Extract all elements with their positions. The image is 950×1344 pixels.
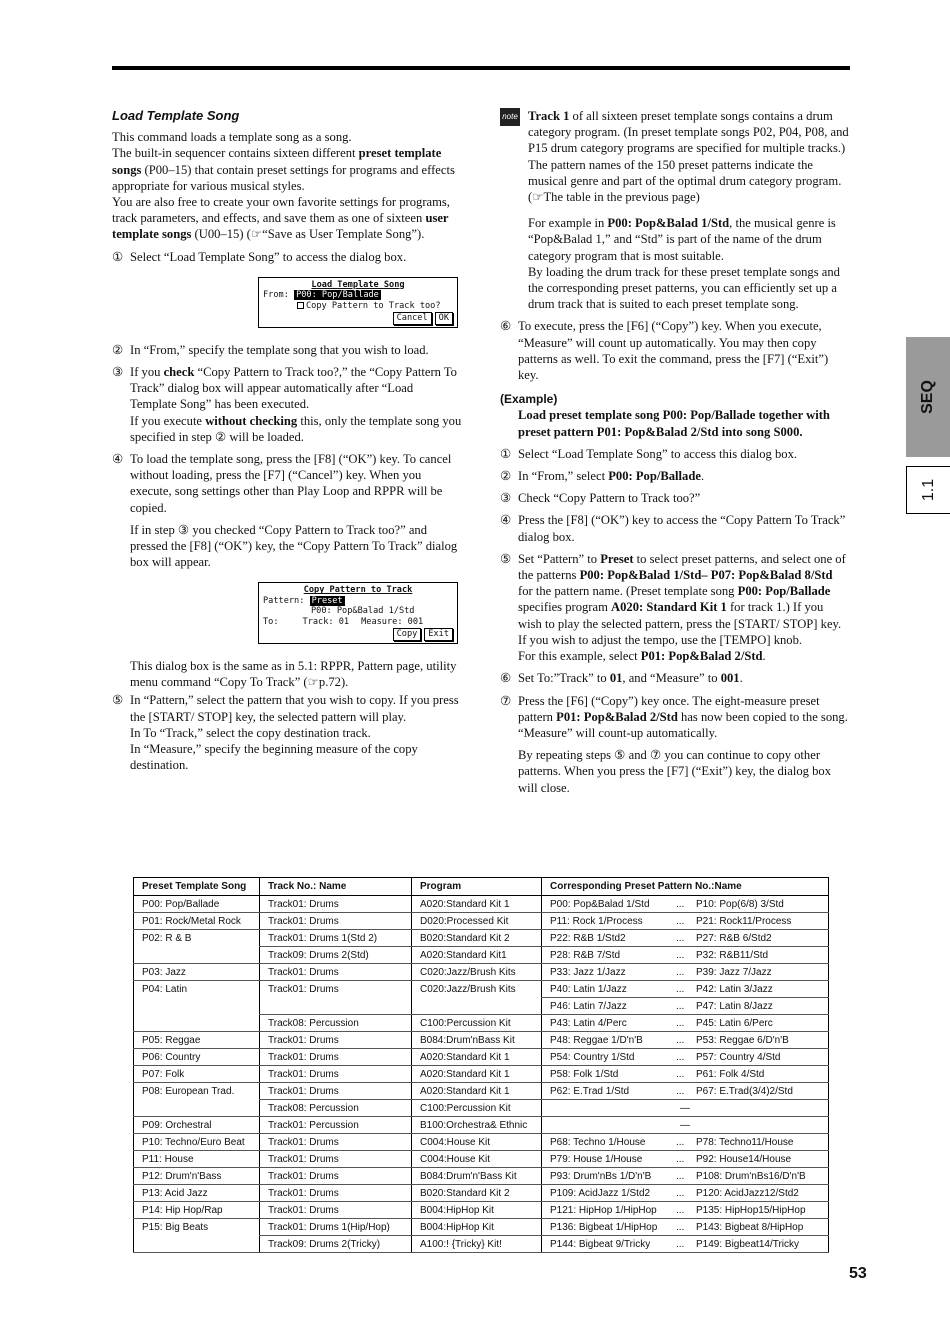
table-cell-song [134, 1015, 260, 1032]
table-row [134, 1134, 829, 1151]
pattern-start: P68: Techno 1/House [550, 1136, 646, 1148]
example-step-2: ② In “From,” select P00: Pop/Ballade. [500, 469, 705, 484]
table-cell-track: Track01: Drums [260, 913, 412, 930]
to-row: To: Track: 01 Measure: 001 [263, 616, 424, 627]
step-4-extra: If in step ③ you checked “Copy Pattern to Track too?” and pressed the [F8] (“OK”) key, the “Copy Pattern To Track” dialog box will appear. [130, 522, 458, 570]
table-cell-song: P12: Drum'n'Bass [134, 1168, 260, 1185]
pattern-end: P120: AcidJazz12/Std2 [696, 1187, 799, 1199]
pattern-start: P121: HipHop 1/HipHop [550, 1204, 657, 1216]
table-cell-pattern [542, 1185, 829, 1202]
table-row [134, 964, 829, 981]
pattern-range-dots: ... [676, 1238, 685, 1250]
pattern-value[interactable]: Preset [311, 595, 343, 606]
table-cell-pattern [542, 947, 829, 964]
table-cell-program: B084:Drum'n'Bass Kit [412, 1168, 542, 1185]
table-cell-program: C020:Jazz/Brush Kits [412, 964, 542, 981]
table-cell-track: Track01: Drums [260, 1066, 412, 1083]
example-title: (Example) [500, 392, 558, 407]
table-row [134, 913, 829, 930]
table-cell-song: P09: Orchestral [134, 1117, 260, 1134]
right-column [500, 108, 850, 796]
table-cell-program: C004:House Kit [412, 1151, 542, 1168]
pattern-start: P28: R&B 7/Std [550, 949, 621, 961]
pattern-range-dots: ... [676, 932, 685, 944]
ok-button[interactable]: OK [435, 312, 453, 325]
pattern-start: P00: Pop&Balad 1/Std [550, 898, 650, 910]
pattern-range-dots: ... [676, 898, 685, 910]
example-step-5: ⑤ Set “Pattern” to Preset to select preset patterns, and select one of the patterns P00: Pop&Balad 1/Std– P07: Pop&Balad 8/Std for the pattern name. (Preset template song P00: Pop/Ballade specifies program A020: Standard Kit 1 for track 1.) If you wish to play the selected pattern, press the [START/ STOP] key. If you wish to adjust the tempo, use the [TEMPO] knob. For this example, select P01: Pop&Balad 2/Std. [500, 551, 846, 664]
step-2: ② In “From,” specify the template song that you wish to load. [112, 342, 429, 357]
step-5: ⑤ In “Pattern,” select the pattern that you wish to copy. If you press the [START/ STOP] key, the selected pattern will play. In To “Track,” select the copy destination track. In “Measure,” specify the beginning measure of the copy destination. [112, 693, 459, 773]
example-step-6: ⑥ Set To:”Track” to 01, and “Measure” to 001. [500, 671, 743, 686]
preset-template-table [133, 877, 829, 1253]
dialog-title: Copy Pattern to Track [303, 585, 413, 596]
copy-pattern-checkbox-row[interactable]: Copy Pattern to Track too? [263, 301, 453, 312]
table-cell-program: A020:Standard Kit 1 [412, 1083, 542, 1100]
table-row [134, 1151, 829, 1168]
table-cell-program: B004:HipHop Kit [412, 1219, 542, 1236]
table-row [134, 1083, 829, 1100]
pattern-end: P149: Bigbeat14/Tricky [696, 1238, 800, 1250]
exit-button[interactable]: Exit [424, 628, 453, 641]
table-cell-song [134, 998, 260, 1015]
table-cell-pattern [542, 1219, 829, 1236]
table-cell-track: Track01: Drums [260, 1151, 412, 1168]
table-cell-song: P07: Folk [134, 1066, 260, 1083]
pattern-end: P61: Folk 4/Std [696, 1068, 765, 1080]
table-cell-program: C100:Percussion Kit [412, 1015, 542, 1032]
pattern-range-dots: ... [676, 1051, 685, 1063]
table-cell-program: C020:Jazz/Brush Kits [412, 981, 542, 998]
table-cell-song: P11: House [134, 1151, 260, 1168]
dialog-title: Load Template Song [311, 279, 405, 290]
table-cell-song: P14: Hip Hop/Rap [134, 1202, 260, 1219]
pattern-end: P67: E.Trad(3/4)2/Std [696, 1085, 793, 1097]
pattern-end: P47: Latin 8/Jazz [696, 1000, 773, 1012]
table-cell-track: Track08: Percussion [260, 1100, 412, 1117]
pattern-end: P92: House14/House [696, 1153, 792, 1165]
pattern-start: P62: E.Trad 1/Std [550, 1085, 630, 1097]
col-header: Preset Template Song [134, 878, 260, 896]
pattern-range-dots: ... [676, 1153, 685, 1165]
top-rule [112, 66, 850, 70]
table-cell-song: P10: Techno/Euro Beat [134, 1134, 260, 1151]
table-cell-pattern [542, 1049, 829, 1066]
table-cell-program: B004:HipHop Kit [412, 1202, 542, 1219]
pattern-end: P135: HipHop15/HipHop [696, 1204, 806, 1216]
pattern-end: P39: Jazz 7/Jazz [696, 966, 772, 978]
pattern-range-dots: ... [676, 983, 685, 995]
pattern-end: P10: Pop(6/8) 3/Std [696, 898, 784, 910]
table-cell-program: C004:House Kit [412, 1134, 542, 1151]
pattern-end: P53: Reggae 6/D'n'B [696, 1034, 789, 1046]
pattern-range-dots: ... [676, 1187, 685, 1199]
pattern-start: P144: Bigbeat 9/Tricky [550, 1238, 651, 1250]
pattern-end: P42: Latin 3/Jazz [696, 983, 773, 995]
intro-line-1: This command loads a template song as a song. [112, 130, 352, 145]
table-row [134, 1202, 829, 1219]
table-cell-track: Track01: Drums [260, 1168, 412, 1185]
table-row [134, 1185, 829, 1202]
table-cell-program: A020:Standard Kit 1 [412, 1066, 542, 1083]
measure-field[interactable]: Measure: 001 [361, 616, 424, 627]
table-cell-pattern [542, 1202, 829, 1219]
table-cell-track: Track09: Drums 2(Std) [260, 947, 412, 964]
table-cell-pattern [542, 981, 829, 998]
table-row [134, 981, 829, 998]
pattern-range-dots: ... [676, 1085, 685, 1097]
note-block: note Track 1 of all sixteen preset template songs contains a drum category program. (In preset template songs P02, P04, P08, and P15 drum category programs are specified for multiple tracks.) The pattern names of the 150 preset patterns indicate the musical genre and part of the optimal drum category program. (☞The table in the previous page) For example in P00: Pop&Balad 1/Std, the musical genre is “Pop&Balad 1,” and “Std” is part of the name of the drum category program that is most suitable. By loading the drum track for these preset template songs and the corresponding preset patterns, you can efficiently set up a drum track that is suited to each preset template song. [500, 108, 850, 312]
table-cell-song: P15: Big Beats [134, 1219, 260, 1236]
pattern-range-dots: ... [676, 966, 685, 978]
table-cell-pattern [542, 1117, 829, 1134]
copy-button[interactable]: Copy [393, 628, 422, 641]
step-3: ③ If you check “Copy Pattern to Track too?,” the “Copy Pattern To Track” dialog box will appear automatically after “Load Template Song” has been executed. If you execute without checking this, only the template song you specified in step ② will be loaded. [112, 365, 462, 444]
example-step-7-extra: By repeating steps ⑤ and ⑦ you can continue to copy other patterns. When you press the [F7] (“Exit”) key, the dialog box will close. [518, 748, 832, 795]
pattern-start: P48: Reggae 1/D'n'B [550, 1034, 643, 1046]
table-row [134, 998, 829, 1015]
pattern-end: P143: Bigbeat 8/HipHop [696, 1221, 804, 1233]
intro-paragraph-2: The built-in sequencer contains sixteen different preset template songs (P00–15) that contain preset settings for programs and effects appropriate for various musical styles. [112, 146, 455, 193]
pattern-start: P11: Rock 1/Process [550, 915, 643, 927]
table-cell-program: B084:Drum'nBass Kit [412, 1032, 542, 1049]
track-field[interactable]: Track: 01 [302, 616, 350, 627]
pattern-range-dots: ... [676, 915, 685, 927]
table-row [134, 1236, 829, 1253]
pattern-none: — [680, 1102, 690, 1114]
pattern-start: P22: R&B 1/Std2 [550, 932, 626, 944]
note-icon: note [500, 108, 520, 126]
table-cell-pattern [542, 1032, 829, 1049]
table-cell-pattern [542, 998, 829, 1015]
table-cell-pattern [542, 1100, 829, 1117]
table-cell-program: C100:Percussion Kit [412, 1100, 542, 1117]
table-cell-track: Track01: Drums [260, 1032, 412, 1049]
pattern-start: P58: Folk 1/Std [550, 1068, 619, 1080]
table-cell-program: D020:Processed Kit [412, 913, 542, 930]
table-cell-track: Track01: Drums 1(Hip/Hop) [260, 1219, 412, 1236]
table-cell-track: Track01: Drums [260, 1083, 412, 1100]
pattern-start: P93: Drum'nBs 1/D'n'B [550, 1170, 652, 1182]
pattern-start: P40: Latin 1/Jazz [550, 983, 627, 995]
table-cell-song: P01: Rock/Metal Rock [134, 913, 260, 930]
table-row [134, 1015, 829, 1032]
pattern-end: P57: Country 4/Std [696, 1051, 781, 1063]
table-row [134, 1100, 829, 1117]
table-cell-song: P03: Jazz [134, 964, 260, 981]
table-cell-pattern [542, 1083, 829, 1100]
pattern-range-dots: ... [676, 1034, 685, 1046]
table-cell-song: P02: R & B [134, 930, 260, 947]
section-tab: SEQ [906, 337, 950, 457]
example-heading: Load preset template song P00: Pop/Ballade together with preset pattern P01: Pop&Balad 2/Std into song S000. [518, 408, 830, 439]
table-cell-pattern [542, 1236, 829, 1253]
table-cell-song: P04: Latin [134, 981, 260, 998]
pattern-start: P79: House 1/House [550, 1153, 643, 1165]
step-1: ① Select “Load Template Song” to access the dialog box. [112, 249, 407, 264]
pattern-end: P45: Latin 6/Perc [696, 1017, 773, 1029]
table-cell-track: Track01: Drums [260, 1049, 412, 1066]
table-cell-pattern [542, 964, 829, 981]
pattern-start: P54: Country 1/Std [550, 1051, 635, 1063]
table-cell-song: P13: Acid Jazz [134, 1185, 260, 1202]
copy-pattern-to-track-dialog [258, 582, 458, 644]
table-row [134, 947, 829, 964]
pattern-range-dots: ... [676, 1017, 685, 1029]
table-row [134, 930, 829, 947]
load-template-song-dialog [258, 277, 458, 328]
table-cell-song: P05: Reggae [134, 1032, 260, 1049]
table-cell-program: A100:! {Tricky} Kit! [412, 1236, 542, 1253]
pattern-start: P109: AcidJazz 1/Std2 [550, 1187, 651, 1199]
pattern-start: P46: Latin 7/Jazz [550, 1000, 627, 1012]
pattern-start: P33: Jazz 1/Jazz [550, 966, 626, 978]
table-cell-program: B020:Standard Kit 2 [412, 930, 542, 947]
table-row [134, 896, 829, 913]
intro-paragraph-3: You are also free to create your own favorite settings for programs, track parameters, and effects, and save them as one of sixteen user template songs (U00–15) (☞“Save as User Template Song”). [112, 195, 450, 242]
col-header: Track No.: Name [260, 878, 412, 896]
table-cell-program: A020:Standard Kit 1 [412, 1049, 542, 1066]
cancel-button[interactable]: Cancel [393, 312, 432, 325]
table-row [134, 1117, 829, 1134]
table-cell-program: B020:Standard Kit 2 [412, 1185, 542, 1202]
table-header-row [134, 878, 829, 896]
col-header: Corresponding Preset Pattern No.:Name [542, 878, 829, 896]
table-cell-track: Track01: Drums [260, 1202, 412, 1219]
dialog-note: This dialog box is the same as in 5.1: RPPR, Pattern page, utility menu command “Copy To Track” (☞p.72). [130, 658, 457, 690]
section-title: Load Template Song [112, 108, 240, 123]
step-4: ④ To load the template song, press the [F8] (“OK”) key. To cancel without loading, press the [F7] (“Cancel”) key. When you execute, song settings other than Play Loop and RPPR will be copied. [112, 452, 452, 515]
pattern-range-dots: ... [676, 1000, 685, 1012]
example-step-3: ③ Check “Copy Pattern to Track too?” [500, 491, 701, 506]
table-cell-song: P00: Pop/Ballade [134, 896, 260, 913]
pattern-range-dots: ... [676, 949, 685, 961]
example-step-4: ④ Press the [F8] (“OK”) key to access the “Copy Pattern To Track” dialog box. [500, 513, 846, 544]
table-cell-pattern [542, 1066, 829, 1083]
table-row [134, 1032, 829, 1049]
table-cell-pattern [542, 1168, 829, 1185]
table-cell-track: Track01: Drums [260, 964, 412, 981]
table-cell-program: B100:Orchestra& Ethnic [412, 1117, 542, 1134]
pattern-none: — [680, 1119, 690, 1131]
table-cell-song [134, 947, 260, 964]
section-number-tab: 1.1 [906, 466, 950, 514]
table-cell-track: Track01: Percussion [260, 1117, 412, 1134]
table-cell-pattern [542, 913, 829, 930]
pattern-range-dots: ... [676, 1204, 685, 1216]
table-row [134, 1168, 829, 1185]
table-cell-song: P06: Country [134, 1049, 260, 1066]
copy-pattern-checkbox[interactable] [297, 302, 304, 309]
table-cell-program: A020:Standard Kit 1 [412, 896, 542, 913]
pattern-end: P108: Drum'nBs16/D'n'B [696, 1170, 806, 1182]
example-step-7: ⑦ Press the [F6] (“Copy”) key once. The eight-measure preset pattern P01: Pop&Balad 2/Std has now been copied to the song. “Measure” will count-up automatically. [500, 693, 848, 740]
table-cell-pattern [542, 1134, 829, 1151]
table-row [134, 1219, 829, 1236]
pattern-start: P43: Latin 4/Perc [550, 1017, 627, 1029]
table-cell-program: A020:Standard Kit1 [412, 947, 542, 964]
table-cell-track: Track01: Drums [260, 981, 412, 998]
pattern-end: P27: R&B 6/Std2 [696, 932, 772, 944]
table-cell-song: P08: European Trad. [134, 1083, 260, 1100]
table-cell-track: Track09: Drums 2(Tricky) [260, 1236, 412, 1253]
table-cell-pattern [542, 1015, 829, 1032]
pattern-range-dots: ... [676, 1068, 685, 1080]
example-step-1: ① Select “Load Template Song” to access this dialog box. [500, 446, 798, 461]
table-cell-pattern [542, 930, 829, 947]
col-header: Program [412, 878, 542, 896]
table-cell-pattern [542, 1151, 829, 1168]
table-cell-track: Track01: Drums [260, 896, 412, 913]
table-cell-program [412, 998, 542, 1015]
table-row [134, 1049, 829, 1066]
table-cell-track: Track08: Percussion [260, 1015, 412, 1032]
page-number: 53 [849, 1265, 867, 1282]
pattern-end: P32: R&B11/Std [696, 949, 769, 961]
pattern-start: P136: Bigbeat 1/HipHop [550, 1221, 658, 1233]
table-cell-pattern [542, 896, 829, 913]
pattern-row: Pattern: Preset [263, 595, 343, 606]
table-cell-song [134, 1236, 260, 1253]
table-cell-song [134, 1100, 260, 1117]
pattern-end: P21: Rock11/Process [696, 915, 792, 927]
pattern-end: P78: Techno11/House [696, 1136, 794, 1148]
table-row [134, 1066, 829, 1083]
pattern-range-dots: ... [676, 1170, 685, 1182]
pattern-name[interactable]: P00: Pop&Balad 1/Std [311, 606, 415, 617]
from-value[interactable]: P00: Pop/Ballade [296, 290, 379, 301]
table-cell-track [260, 998, 412, 1015]
table-cell-track: Track01: Drums [260, 1134, 412, 1151]
from-row: From: P00: Pop/Ballade [263, 290, 379, 301]
table-cell-track: Track01: Drums [260, 1185, 412, 1202]
pattern-range-dots: ... [676, 1136, 685, 1148]
pattern-range-dots: ... [676, 1221, 685, 1233]
left-column [112, 108, 462, 773]
table-cell-track: Track01: Drums 1(Std 2) [260, 930, 412, 947]
step-6: ⑥ To execute, press the [F6] (“Copy”) key. When you execute, “Measure” will count up automatically. You may then copy patterns as well. To exit the command, press the [F7] (“Exit”) key. [500, 319, 829, 383]
